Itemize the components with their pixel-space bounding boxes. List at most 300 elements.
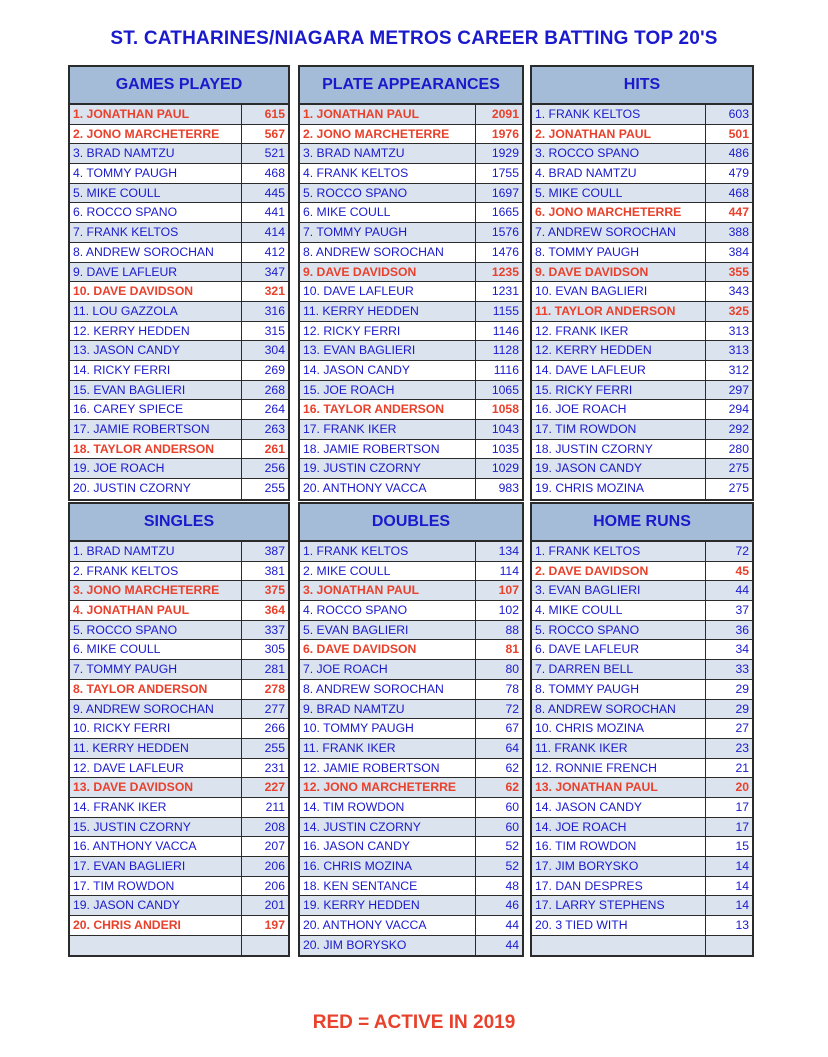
table-row <box>300 361 522 381</box>
home-runs-table <box>530 502 754 957</box>
stat-value: 1146 <box>492 323 519 338</box>
table-row <box>532 896 752 916</box>
stat-value: 1029 <box>491 461 519 476</box>
stat-value: 983 <box>498 481 519 496</box>
player-name: 16. CHRIS MOZINA <box>300 857 476 876</box>
table-row <box>70 601 288 621</box>
player-name: 7. FRANK KELTOS <box>70 223 242 242</box>
stat-value: 14 <box>735 878 749 893</box>
player-name: 12. KERRY HEDDEN <box>70 322 242 341</box>
stat-value: 88 <box>505 622 519 637</box>
player-name: 16. JASON CANDY <box>300 837 476 856</box>
player-name: 5. MIKE COULL <box>70 184 242 203</box>
page-title: ST. CATHARINES/NIAGARA METROS CAREER BATTING TOP 20'S <box>110 28 718 49</box>
stat-value: 615 <box>264 107 285 121</box>
table-row <box>70 125 288 145</box>
table-row <box>300 302 522 322</box>
player-name: 3. ROCCO SPANO <box>532 144 706 163</box>
player-name: 8. TOMMY PAUGH <box>532 680 706 699</box>
stat-value: 264 <box>264 402 285 417</box>
player-name <box>532 936 706 956</box>
table-row <box>300 700 522 720</box>
table-row <box>532 680 752 700</box>
stat-value: 304 <box>264 343 285 358</box>
player-name: 14. RICKY FERRI <box>70 361 242 380</box>
table-row <box>532 562 752 582</box>
table-row <box>70 562 288 582</box>
player-name: 5. EVAN BAGLIERI <box>300 621 476 640</box>
player-name: 12. JAMIE ROBERTSON <box>300 759 476 778</box>
player-name: 11. FRANK IKER <box>300 739 476 758</box>
player-name: 17. TIM ROWDON <box>532 420 706 439</box>
player-name: 1. JONATHAN PAUL <box>300 105 476 124</box>
table-row <box>532 459 752 479</box>
player-name: 16. JOE ROACH <box>532 400 706 419</box>
player-name: 13. JONATHAN PAUL <box>532 778 706 797</box>
stat-value: 60 <box>505 819 519 834</box>
player-name: 18. KEN SENTANCE <box>300 877 476 896</box>
player-name <box>70 936 242 956</box>
table-row <box>300 322 522 342</box>
player-name: 4. JONATHAN PAUL <box>70 601 242 620</box>
table-row <box>532 223 752 243</box>
stat-value: 67 <box>505 721 519 736</box>
player-name: 5. ROCCO SPANO <box>300 184 476 203</box>
stat-value: 313 <box>728 343 749 358</box>
table-row <box>300 680 522 700</box>
player-name: 9. ANDREW SOROCHAN <box>70 700 242 719</box>
table-row <box>70 640 288 660</box>
table-row <box>300 837 522 857</box>
stat-value: 17 <box>735 819 749 834</box>
player-name: 9. DAVE DAVIDSON <box>300 263 476 282</box>
stat-value: 1929 <box>491 146 519 161</box>
table-row <box>532 420 752 440</box>
table-row <box>532 818 752 838</box>
table-row <box>70 700 288 720</box>
table-row <box>70 581 288 601</box>
player-name: 14. JASON CANDY <box>532 798 706 817</box>
stat-value: 201 <box>264 898 285 913</box>
player-name: 7. TOMMY PAUGH <box>300 223 476 242</box>
table-header: DOUBLES <box>300 504 522 542</box>
table-row <box>300 660 522 680</box>
stat-value: 46 <box>505 898 519 913</box>
table-row <box>532 601 752 621</box>
table-row <box>70 680 288 700</box>
player-name: 5. MIKE COULL <box>532 184 706 203</box>
table-row <box>70 203 288 223</box>
table-row <box>532 440 752 460</box>
stat-value: 468 <box>728 185 749 200</box>
player-name: 11. FRANK IKER <box>532 739 706 758</box>
stat-value: 321 <box>264 284 285 299</box>
table-row <box>300 759 522 779</box>
player-name: 3. JONO MARCHETERRE <box>70 581 242 600</box>
stat-value: 1231 <box>491 284 519 299</box>
player-name: 16. TIM ROWDON <box>532 837 706 856</box>
table-row <box>70 381 288 401</box>
stat-value: 44 <box>505 918 519 933</box>
player-name: 20. ANTHONY VACCA <box>300 916 476 935</box>
table-row <box>70 857 288 877</box>
stat-value: 343 <box>728 284 749 299</box>
player-name: 8. TOMMY PAUGH <box>532 243 706 262</box>
player-name: 2. JONATHAN PAUL <box>532 125 706 144</box>
table-row <box>532 719 752 739</box>
stat-value: 1697 <box>491 185 519 200</box>
stat-value: 48 <box>505 878 519 893</box>
stat-value: 447 <box>728 205 749 220</box>
table-row <box>70 798 288 818</box>
stat-value: 255 <box>264 740 285 755</box>
stat-value: 62 <box>505 780 519 795</box>
table-row <box>70 542 288 562</box>
table-row <box>300 125 522 145</box>
stat-value: 1043 <box>491 422 519 436</box>
table-row <box>300 916 522 936</box>
table-row <box>300 381 522 401</box>
stat-value: 20 <box>735 780 749 795</box>
stat-value: 1235 <box>491 264 519 279</box>
player-name: 20. JUSTIN CZORNY <box>70 479 242 499</box>
player-name: 12. DAVE LAFLEUR <box>70 759 242 778</box>
stat-value: 44 <box>505 937 519 952</box>
table-row <box>70 144 288 164</box>
player-name: 12. FRANK IKER <box>532 322 706 341</box>
player-name: 11. TAYLOR ANDERSON <box>532 302 706 321</box>
stat-value: 37 <box>735 603 749 618</box>
stat-value: 227 <box>264 780 285 795</box>
table-row <box>532 739 752 759</box>
table-row <box>70 759 288 779</box>
stat-value: 17 <box>735 799 749 814</box>
table-header: HITS <box>532 67 752 105</box>
table-row <box>532 916 752 936</box>
player-name: 10. TOMMY PAUGH <box>300 719 476 738</box>
table-row <box>532 621 752 641</box>
player-name: 13. EVAN BAGLIERI <box>300 341 476 360</box>
table-row <box>532 400 752 420</box>
table-row <box>300 243 522 263</box>
singles-table <box>68 502 290 957</box>
player-name: 2. JONO MARCHETERRE <box>300 125 476 144</box>
player-name: 3. JONATHAN PAUL <box>300 581 476 600</box>
table-row <box>70 302 288 322</box>
stat-value: 13 <box>735 918 749 933</box>
player-name: 1. JONATHAN PAUL <box>70 105 242 124</box>
stat-value: 114 <box>499 563 519 578</box>
table-row <box>300 144 522 164</box>
stat-value: 521 <box>264 146 285 161</box>
player-name: 3. BRAD NAMTZU <box>70 144 242 163</box>
doubles-table <box>298 502 524 957</box>
stat-value: 80 <box>505 662 519 677</box>
stat-value: 486 <box>728 146 749 161</box>
stat-value: 275 <box>728 461 749 476</box>
stat-value <box>706 936 752 956</box>
stat-value: 72 <box>505 701 519 716</box>
table-row <box>300 263 522 283</box>
player-name: 12. RONNIE FRENCH <box>532 759 706 778</box>
table-row <box>532 700 752 720</box>
stat-value: 384 <box>728 244 749 259</box>
stat-value: 315 <box>264 323 285 338</box>
stat-value: 207 <box>264 839 285 854</box>
table-header: GAMES PLAYED <box>70 67 288 105</box>
player-name: 2. DAVE DAVIDSON <box>532 562 706 581</box>
player-name: 14. JOE ROACH <box>532 818 706 837</box>
stat-value: 1058 <box>491 402 519 417</box>
stat-value: 294 <box>728 402 749 417</box>
table-row <box>300 440 522 460</box>
player-name: 7. ANDREW SOROCHAN <box>532 223 706 242</box>
stat-value: 1665 <box>491 205 519 220</box>
table-row <box>300 857 522 877</box>
player-name: 4. ROCCO SPANO <box>300 601 476 620</box>
table-row <box>70 361 288 381</box>
player-name: 8. ANDREW SOROCHAN <box>300 680 476 699</box>
table-row <box>532 778 752 798</box>
stat-value: 1576 <box>491 225 519 240</box>
player-name: 6. ROCCO SPANO <box>70 203 242 222</box>
player-name: 4. FRANK KELTOS <box>300 164 476 183</box>
player-name: 20. JIM BORYSKO <box>300 936 476 956</box>
player-name: 16. TAYLOR ANDERSON <box>300 400 476 419</box>
stat-value: 1065 <box>491 382 519 397</box>
player-name: 17. DAN DESPRES <box>532 877 706 896</box>
stat-value: 206 <box>264 878 285 893</box>
player-name: 16. CAREY SPIECE <box>70 400 242 419</box>
player-name: 10. DAVE LAFLEUR <box>300 282 476 301</box>
table-row <box>300 282 522 302</box>
stat-value: 355 <box>728 264 749 279</box>
stat-value: 23 <box>735 740 749 755</box>
player-name: 10. EVAN BAGLIERI <box>532 282 706 301</box>
player-name: 3. EVAN BAGLIERI <box>532 581 706 600</box>
table-row <box>70 818 288 838</box>
table-row <box>300 640 522 660</box>
player-name: 18. JAMIE ROBERTSON <box>300 440 476 459</box>
player-name: 5. ROCCO SPANO <box>70 621 242 640</box>
table-row <box>532 381 752 401</box>
player-name: 1. FRANK KELTOS <box>300 542 476 561</box>
player-name: 14. JASON CANDY <box>300 361 476 380</box>
table-row <box>70 719 288 739</box>
player-name: 20. 3 TIED WITH <box>532 916 706 935</box>
player-name: 16. ANTHONY VACCA <box>70 837 242 856</box>
stat-value: 1035 <box>491 441 519 456</box>
table-row <box>532 184 752 204</box>
player-name: 10. CHRIS MOZINA <box>532 719 706 738</box>
stat-value: 266 <box>264 721 285 736</box>
stat-value: 36 <box>735 622 749 637</box>
table-row <box>70 916 288 936</box>
table-row <box>300 936 522 956</box>
stat-value: 281 <box>264 662 285 677</box>
player-name: 10. DAVE DAVIDSON <box>70 282 242 301</box>
player-name: 3. BRAD NAMTZU <box>300 144 476 163</box>
player-name: 4. MIKE COULL <box>532 601 706 620</box>
table-row <box>532 759 752 779</box>
player-name: 8. ANDREW SOROCHAN <box>300 243 476 262</box>
player-name: 12. JONO MARCHETERRE <box>300 778 476 797</box>
table-row <box>70 778 288 798</box>
stat-value: 261 <box>264 441 285 456</box>
player-name: 17. LARRY STEPHENS <box>532 896 706 915</box>
stat-value: 1116 <box>493 362 519 377</box>
player-name: 1. BRAD NAMTZU <box>70 542 242 561</box>
player-name: 20. CHRIS ANDERI <box>70 916 242 935</box>
stat-value: 52 <box>505 859 519 873</box>
stat-value: 208 <box>264 819 285 834</box>
table-row <box>532 282 752 302</box>
stat-value: 27 <box>735 721 749 736</box>
table-row <box>300 341 522 361</box>
stat-value: 388 <box>728 225 749 240</box>
stat-value: 45 <box>735 563 749 578</box>
stat-value: 445 <box>264 185 285 200</box>
table-row <box>532 263 752 283</box>
stat-value: 1128 <box>492 343 519 358</box>
player-name: 9. DAVE LAFLEUR <box>70 263 242 282</box>
stat-value: 305 <box>264 642 285 657</box>
player-name: 6. MIKE COULL <box>300 203 476 222</box>
table-header: PLATE APPEARANCES <box>300 67 522 105</box>
player-name: 7. DARREN BELL <box>532 660 706 679</box>
table-row <box>70 739 288 759</box>
table-row <box>300 479 522 499</box>
player-name: 20. ANTHONY VACCA <box>300 479 476 499</box>
stat-value <box>242 936 288 956</box>
table-row <box>532 125 752 145</box>
stat-value: 501 <box>728 126 749 141</box>
player-name: 9. DAVE DAVIDSON <box>532 263 706 282</box>
table-row <box>300 778 522 798</box>
stat-value: 316 <box>264 303 285 318</box>
table-row <box>70 621 288 641</box>
stat-value: 313 <box>728 323 749 338</box>
table-header: SINGLES <box>70 504 288 542</box>
player-name: 19. KERRY HEDDEN <box>300 896 476 915</box>
player-name: 12. KERRY HEDDEN <box>532 341 706 360</box>
stat-value: 275 <box>728 481 749 496</box>
player-name: 8. ANDREW SOROCHAN <box>70 243 242 262</box>
stat-value: 337 <box>264 622 285 637</box>
table-row <box>70 164 288 184</box>
table-row <box>532 640 752 660</box>
stat-value: 468 <box>264 166 285 181</box>
stat-value: 206 <box>264 859 285 873</box>
stat-value: 72 <box>735 544 749 558</box>
player-name: 14. DAVE LAFLEUR <box>532 361 706 380</box>
table-row <box>70 282 288 302</box>
player-name: 13. JASON CANDY <box>70 341 242 360</box>
player-name: 17. FRANK IKER <box>300 420 476 439</box>
table-row <box>532 243 752 263</box>
table-row <box>70 479 288 499</box>
stat-value: 102 <box>498 603 519 618</box>
player-name: 6. DAVE DAVIDSON <box>300 640 476 659</box>
player-name: 2. MIKE COULL <box>300 562 476 581</box>
stat-value: 381 <box>264 563 285 578</box>
table-row <box>70 105 288 125</box>
player-name: 6. JONO MARCHETERRE <box>532 203 706 222</box>
table-row <box>70 341 288 361</box>
plate-appearances-table <box>298 65 524 501</box>
table-row <box>532 479 752 499</box>
table-row <box>300 818 522 838</box>
stat-value: 2091 <box>491 107 519 121</box>
table-row <box>70 420 288 440</box>
player-name: 2. FRANK KELTOS <box>70 562 242 581</box>
table-row <box>300 459 522 479</box>
player-name: 19. JUSTIN CZORNY <box>300 459 476 478</box>
stat-value: 414 <box>264 225 285 240</box>
player-name: 19. JASON CANDY <box>70 896 242 915</box>
player-name: 8. ANDREW SOROCHAN <box>532 700 706 719</box>
player-name: 6. DAVE LAFLEUR <box>532 640 706 659</box>
table-row <box>300 621 522 641</box>
player-name: 7. TOMMY PAUGH <box>70 660 242 679</box>
stat-value: 1155 <box>492 303 519 318</box>
player-name: 2. JONO MARCHETERRE <box>70 125 242 144</box>
stat-value: 197 <box>264 918 285 933</box>
player-name: 14. JUSTIN CZORNY <box>300 818 476 837</box>
player-name: 11. LOU GAZZOLA <box>70 302 242 321</box>
stat-value: 347 <box>264 264 285 279</box>
table-row <box>532 144 752 164</box>
stat-value: 479 <box>728 166 749 181</box>
stat-value: 21 <box>735 760 749 775</box>
player-name: 17. JIM BORYSKO <box>532 857 706 876</box>
player-name: 13. DAVE DAVIDSON <box>70 778 242 797</box>
table-row <box>70 440 288 460</box>
stat-value: 29 <box>735 681 749 696</box>
table-row <box>300 542 522 562</box>
stat-value: 134 <box>498 544 519 558</box>
player-name: 15. JUSTIN CZORNY <box>70 818 242 837</box>
table-row <box>70 896 288 916</box>
active-legend: RED = ACTIVE IN 2019 <box>312 1012 516 1033</box>
table-row <box>532 361 752 381</box>
player-name: 5. ROCCO SPANO <box>532 621 706 640</box>
stat-value: 33 <box>735 662 749 677</box>
table-row <box>300 896 522 916</box>
player-name: 18. JUSTIN CZORNY <box>532 440 706 459</box>
player-name: 4. TOMMY PAUGH <box>70 164 242 183</box>
table-row <box>70 660 288 680</box>
table-row <box>300 420 522 440</box>
stat-value: 29 <box>735 701 749 716</box>
stat-value: 297 <box>728 382 749 397</box>
stat-value: 277 <box>264 701 285 716</box>
stat-value: 15 <box>735 839 749 854</box>
stat-value: 567 <box>264 126 285 141</box>
stat-value: 412 <box>264 244 285 259</box>
table-header: HOME RUNS <box>532 504 752 542</box>
stat-value: 78 <box>505 681 519 696</box>
table-row <box>532 660 752 680</box>
table-row <box>300 562 522 582</box>
table-row <box>70 184 288 204</box>
table-row <box>70 936 288 956</box>
stat-value: 52 <box>505 839 519 854</box>
hits-table <box>530 65 754 501</box>
table-row <box>532 164 752 184</box>
player-name: 17. JAMIE ROBERTSON <box>70 420 242 439</box>
player-name: 11. KERRY HEDDEN <box>70 739 242 758</box>
